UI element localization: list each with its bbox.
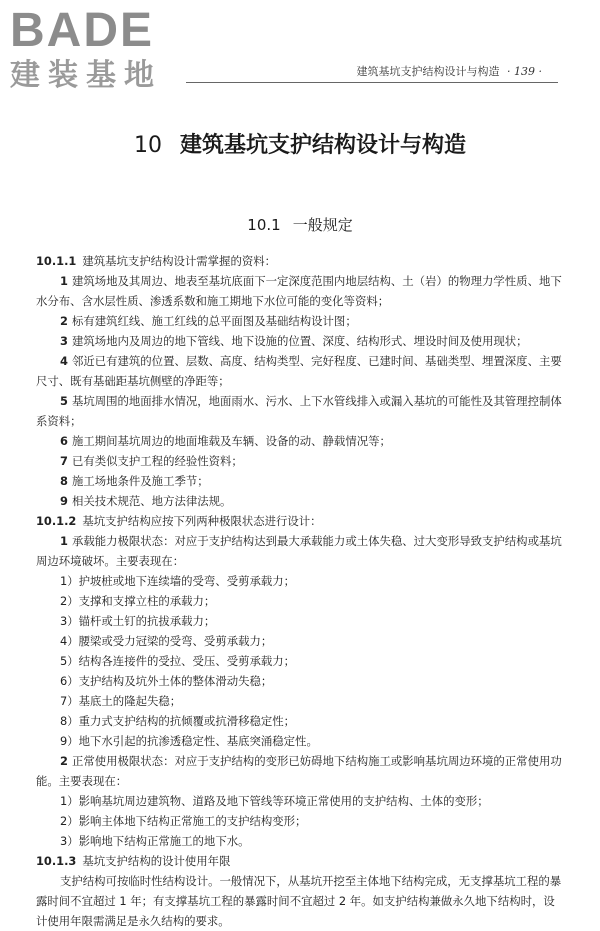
section-title: 一般规定 — [292, 216, 353, 234]
clause-number: 10.1.1 — [36, 254, 77, 268]
list-item: 8）重力式支护结构的抗倾覆或抗滑移稳定性； — [60, 714, 296, 728]
clause-10-1-1 — [36, 251, 566, 271]
item-number: 4 — [60, 354, 68, 368]
section-number: 10.1 — [247, 216, 281, 234]
running-title: 建筑基坑支护结构设计与构造 — [356, 65, 500, 78]
item-number: 8 — [60, 474, 68, 488]
chapter-number: 10 — [133, 133, 162, 158]
list-item — [36, 331, 566, 351]
page-number: · 139 · — [507, 65, 542, 78]
list-item — [36, 471, 566, 491]
clause-10-1-3-paragraph: 支护结构可按临时性结构设计。一般情况下，从基坑开挖至主体地下结构完成，无支撑基坑工程的暴露时间不宜超过 1 年；有支撑基坑工程的暴露时间不宜超过 2 年。如支护结构兼做永久地下结构时，设计使用年限需满足是永久结构的要求。 — [36, 874, 562, 928]
logo-chinese-name: 建装基地 — [10, 58, 162, 93]
list-item: 1）影响基坑周边建筑物、道路及地下管线等环境正常使用的支护结构、土体的变形； — [60, 794, 489, 808]
bade-logo — [10, 6, 162, 94]
clause-text: 基坑支护结构应按下列两种极限状态进行设计： — [82, 514, 322, 528]
clause-number: 10.1.2 — [36, 514, 77, 528]
list-item — [36, 491, 566, 511]
list-item — [36, 351, 566, 391]
running-header — [357, 63, 542, 79]
clause-10-1-2 — [36, 511, 566, 531]
list-item — [36, 451, 566, 471]
list-item: 2）支撑和支撑立柱的承载力； — [60, 594, 216, 608]
logo-wordmark: BADE — [10, 4, 155, 57]
ultimate-limit-state-items — [36, 571, 566, 751]
serviceability-limit-state-items — [36, 791, 566, 851]
list-item: 6）支护结构及坑外土体的整体滑动失稳； — [60, 674, 273, 688]
item-text: 施工期间基坑周边的地面堆载及车辆、设备的动、静载情况等； — [71, 434, 391, 448]
item-number: 1 — [60, 274, 68, 288]
chapter-heading — [0, 128, 600, 159]
item-text: 标有建筑红线、施工红线的总平面图及基础结构设计图； — [71, 314, 357, 328]
list-item: 9）地下水引起的抗渗透稳定性、基底突涌稳定性。 — [60, 734, 318, 748]
list-item: 3）影响地下结构正常施工的地下水。 — [60, 834, 250, 848]
chapter-title: 建筑基坑支护结构设计与构造 — [179, 133, 466, 158]
item-text: 已有类似支护工程的经验性资料； — [71, 454, 243, 468]
item-number: 6 — [60, 434, 68, 448]
item-number: 9 — [60, 494, 68, 508]
list-item: 1）护坡桩或地下连续墙的受弯、受剪承载力； — [60, 574, 296, 588]
item-number: 1 — [60, 534, 68, 548]
serviceability-limit-state-paragraph — [36, 751, 566, 791]
clause-number: 10.1.3 — [36, 854, 77, 868]
clause-10-1-1-items — [36, 271, 566, 511]
list-item: 7）基底土的隆起失稳； — [60, 694, 182, 708]
item-number: 3 — [60, 334, 68, 348]
item-text: 建筑场地及其周边、地表至基坑底面下一定深度范围内地层结构、土（岩）的物理力学性质、地下水分布、含水层性质、渗透系数和施工期地下水位可能的变化等资料； — [36, 274, 562, 308]
ultimate-limit-state-paragraph — [36, 531, 566, 571]
list-item: 5）结构各连接件的受拉、受压、受剪承载力； — [60, 654, 296, 668]
list-item — [36, 271, 566, 311]
clause-text: 建筑基坑支护结构设计需掌握的资料： — [82, 254, 277, 268]
item-text: 基坑周围的地面排水情况，地面雨水、污水、上下水管线排入或漏入基坑的可能性及其管理控制体系资料； — [36, 394, 562, 428]
header-rule — [186, 82, 558, 83]
list-item: 3）锚杆或土钉的抗拔承载力； — [60, 614, 216, 628]
item-text: 邻近已有建筑的位置、层数、高度、结构类型、完好程度、已建时间、基础类型、埋置深度、主要尺寸、既有基础距基坑侧壁的净距等； — [36, 354, 562, 388]
list-item — [36, 431, 566, 451]
item-text: 承载能力极限状态：对应于支护结构达到最大承载能力或土体失稳、过大变形导致支护结构或基坑周边环境破坏。主要表现在： — [36, 534, 562, 568]
item-number: 5 — [60, 394, 68, 408]
clause-10-1-3 — [36, 851, 566, 871]
list-item: 2）影响主体地下结构正常施工的支护结构变形； — [60, 814, 307, 828]
list-item — [36, 391, 566, 431]
list-item: 4）腰梁或受力冠梁的受弯、受剪承载力； — [60, 634, 273, 648]
item-text: 施工场地条件及施工季节； — [71, 474, 209, 488]
list-item — [36, 311, 566, 331]
section-heading — [0, 214, 600, 235]
item-number: 2 — [60, 314, 68, 328]
item-text: 正常使用极限状态：对应于支护结构的变形已妨碍地下结构施工或影响基坑周边环境的正常使用功能。主要表现在： — [36, 754, 562, 788]
item-text: 相关技术规范、地方法律法规。 — [71, 494, 232, 508]
clause-text: 基坑支护结构的设计使用年限 — [82, 854, 231, 868]
page-body — [36, 251, 566, 931]
item-number: 2 — [60, 754, 68, 768]
item-number: 7 — [60, 454, 68, 468]
item-text: 建筑场地内及周边的地下管线、地下设施的位置、深度、结构形式、埋设时间及使用现状； — [71, 334, 528, 348]
